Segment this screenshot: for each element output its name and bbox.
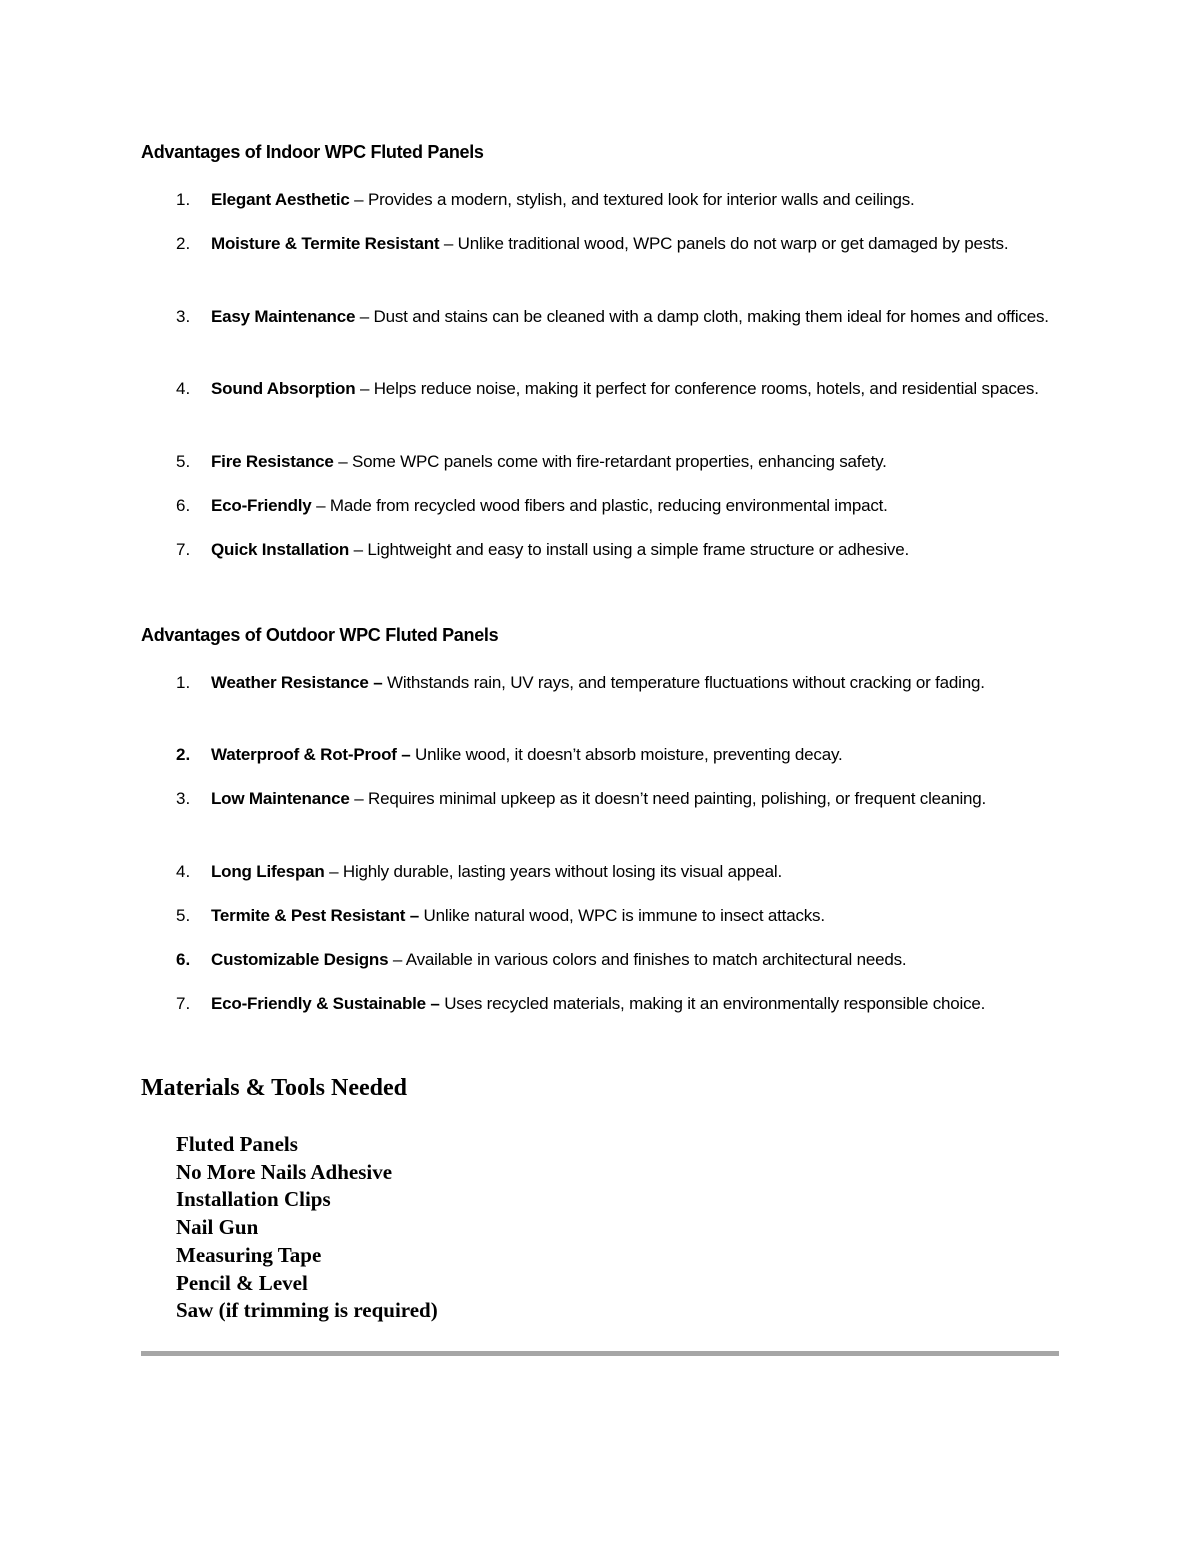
item-text: [211, 740, 1061, 769]
list-item: No More Nails Adhesive: [176, 1159, 393, 1184]
item-number: 6.: [176, 950, 191, 969]
item-description: Highly durable, lasting years without losing its visual appeal.: [342, 862, 782, 881]
item-number: 6.: [176, 496, 191, 515]
item-description: Withstands rain, UV rays, and temperature fluctuations without cracking or fading.: [386, 673, 985, 692]
item-separator: –: [311, 496, 330, 515]
item-number: 1.: [176, 190, 191, 209]
item-term: Termite & Pest Resistant: [211, 906, 406, 925]
item-description: Dust and stains can be cleaned with a damp cloth, making them ideal for homes and offices.: [373, 307, 1049, 326]
item-number: 4.: [176, 379, 191, 398]
item-term: Moisture & Termite Resistant: [211, 234, 440, 253]
item-text: [211, 302, 1061, 331]
item-number: 3.: [176, 307, 191, 326]
item-term: Weather Resistance: [211, 673, 369, 692]
item-description: Helps reduce noise, making it perfect for conference rooms, hotels, and residential spaces.: [373, 379, 1039, 398]
item-number: 7.: [176, 994, 191, 1013]
item-description: Some WPC panels come with fire-retardant properties, enhancing safety.: [352, 452, 887, 471]
item-description: Unlike wood, it doesn’t absorb moisture, preventing decay.: [415, 745, 843, 764]
list-item: Saw (if trimming is required): [176, 1298, 438, 1323]
item-description: Unlike traditional wood, WPC panels do not warp or get damaged by pests.: [457, 234, 1009, 253]
item-text: [211, 989, 1061, 1018]
item-separator: –: [355, 307, 374, 326]
item-term: Fire Resistance: [211, 452, 334, 471]
item-term: Low Maintenance: [211, 789, 350, 808]
item-text: [211, 229, 1061, 258]
item-text: [211, 491, 1061, 520]
item-description: Provides a modern, stylish, and textured look for interior walls and ceilings.: [367, 190, 915, 209]
item-number: 7.: [176, 540, 191, 559]
item-separator: –: [405, 906, 424, 925]
item-separator: –: [388, 950, 406, 969]
item-description: Unlike natural wood, WPC is immune to insect attacks.: [423, 906, 825, 925]
item-description: Available in various colors and finishes to match architectural needs.: [405, 950, 907, 969]
item-separator: –: [396, 745, 416, 764]
item-number: 5.: [176, 906, 191, 925]
item-separator: –: [349, 190, 368, 209]
outdoor-heading: Advantages of Outdoor WPC Fluted Panels: [141, 625, 499, 645]
item-separator: –: [349, 789, 368, 808]
item-term: Eco-Friendly & Sustainable: [211, 994, 426, 1013]
item-separator: –: [439, 234, 458, 253]
horizontal-divider: [141, 1351, 1059, 1356]
item-number: 5.: [176, 452, 191, 471]
item-term: Eco-Friendly: [211, 496, 312, 515]
item-text: [211, 901, 1061, 930]
item-separator: –: [349, 540, 368, 559]
list-item: Installation Clips: [176, 1187, 331, 1212]
item-text: [211, 185, 1061, 214]
item-separator: –: [425, 994, 445, 1013]
indoor-heading: Advantages of Indoor WPC Fluted Panels: [141, 142, 484, 162]
list-item: Nail Gun: [176, 1215, 259, 1240]
item-number: 3.: [176, 789, 191, 808]
list-item: Measuring Tape: [176, 1242, 322, 1267]
item-number: 2.: [176, 234, 191, 253]
item-number: 2.: [176, 745, 191, 764]
item-separator: –: [368, 673, 387, 692]
item-term: Easy Maintenance: [211, 307, 356, 326]
materials-list: [176, 1131, 438, 1325]
item-text: [211, 784, 1061, 813]
item-text: [211, 374, 1061, 403]
item-separator: –: [355, 379, 374, 398]
item-number: 4.: [176, 862, 191, 881]
item-text: [211, 945, 1061, 974]
item-number: 1.: [176, 673, 191, 692]
item-description: Uses recycled materials, making it an environmentally responsible choice.: [444, 994, 986, 1013]
list-item: Pencil & Level: [176, 1270, 308, 1295]
list-item: Fluted Panels: [176, 1132, 298, 1156]
materials-title: Materials & Tools Needed: [141, 1075, 407, 1101]
item-description: Made from recycled wood fibers and plastic, reducing environmental impact.: [329, 496, 888, 515]
item-term: Long Lifespan: [211, 862, 325, 881]
item-separator: –: [324, 862, 343, 881]
item-term: Customizable Designs: [211, 950, 389, 969]
item-term: Waterproof & Rot-Proof: [211, 745, 397, 764]
item-text: [211, 535, 1061, 564]
item-text: [211, 668, 1061, 697]
item-term: Elegant Aesthetic: [211, 190, 350, 209]
item-term: Quick Installation: [211, 540, 350, 559]
item-description: Lightweight and easy to install using a simple frame structure or adhesive.: [367, 540, 909, 559]
item-term: Sound Absorption: [211, 379, 356, 398]
item-separator: –: [333, 452, 352, 471]
item-text: [211, 857, 1061, 886]
item-description: Requires minimal upkeep as it doesn’t need painting, polishing, or frequent cleaning.: [368, 789, 987, 808]
item-text: [211, 447, 1061, 476]
